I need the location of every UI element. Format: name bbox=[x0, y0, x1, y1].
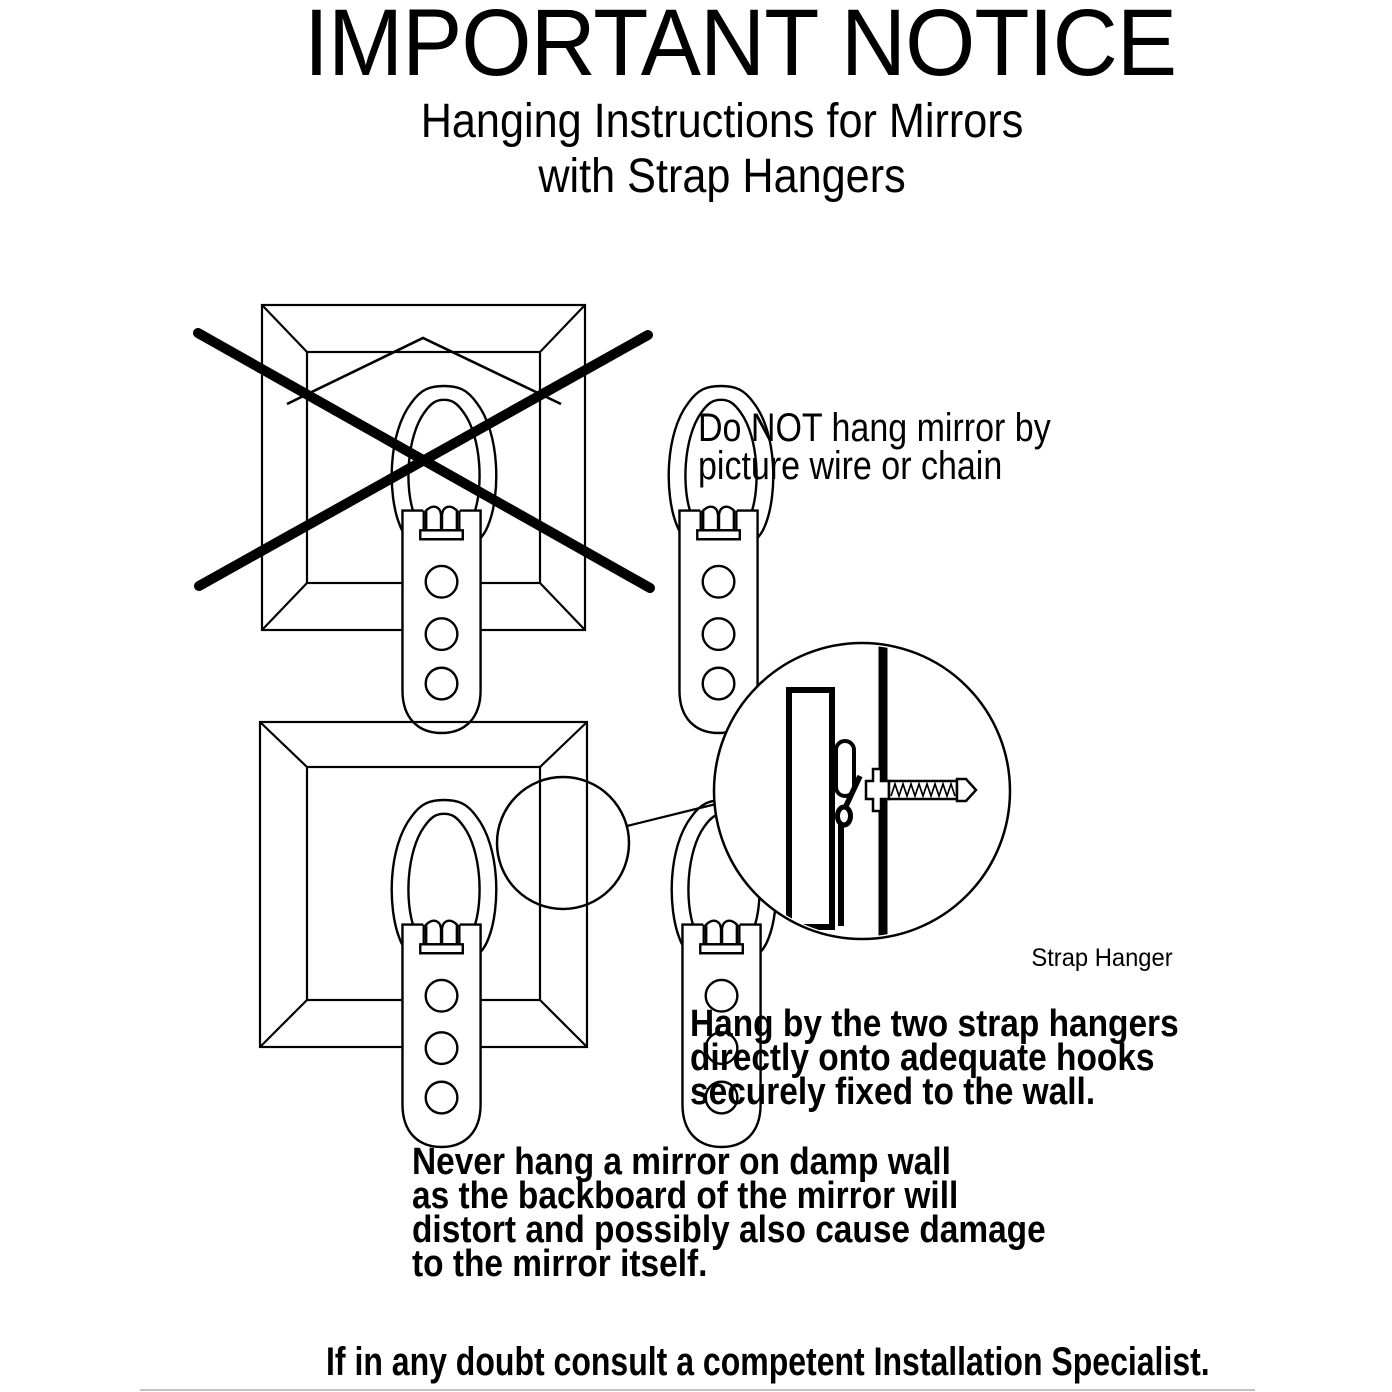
figure-crossed-mirror bbox=[198, 305, 773, 733]
note-line: directly onto adequate hooks bbox=[690, 1037, 1155, 1079]
subtitle-line: with Strap Hangers bbox=[538, 150, 906, 203]
note-line: Hang by the two strap hangers bbox=[690, 1003, 1179, 1045]
note-line: Never hang a mirror on damp wall bbox=[412, 1141, 951, 1183]
note-line: distort and possibly also cause damage bbox=[412, 1209, 1046, 1251]
strap-hanger-icon bbox=[392, 800, 497, 1147]
note-line: picture wire or chain bbox=[698, 444, 1003, 488]
strap-loop bbox=[836, 741, 854, 796]
note-line: as the backboard of the mirror will bbox=[412, 1175, 959, 1217]
subtitle-line: Hanging Instructions for Mirrors bbox=[420, 95, 1024, 148]
bottom-edge-artifact bbox=[140, 1389, 1255, 1391]
note-line: Do NOT hang mirror by bbox=[698, 406, 1051, 450]
note-damp-wall bbox=[412, 1141, 1046, 1285]
note-no-wire bbox=[698, 406, 1051, 488]
strap-hanger-label: Strap Hanger bbox=[1031, 944, 1173, 972]
note-line: securely fixed to the wall. bbox=[690, 1071, 1096, 1113]
frame-cross-section bbox=[789, 690, 832, 927]
page-title: IMPORTANT NOTICE bbox=[303, 0, 1177, 96]
highlight-circle bbox=[497, 777, 629, 909]
strap-hanger-icon bbox=[392, 386, 497, 733]
note-line: to the mirror itself. bbox=[412, 1243, 708, 1285]
hook-curl bbox=[838, 807, 851, 825]
note-hang-straps bbox=[690, 1003, 1179, 1113]
page-subtitle bbox=[272, 94, 1172, 204]
footer-advice: If in any doubt consult a competent Installation Specialist. bbox=[326, 1340, 1210, 1384]
